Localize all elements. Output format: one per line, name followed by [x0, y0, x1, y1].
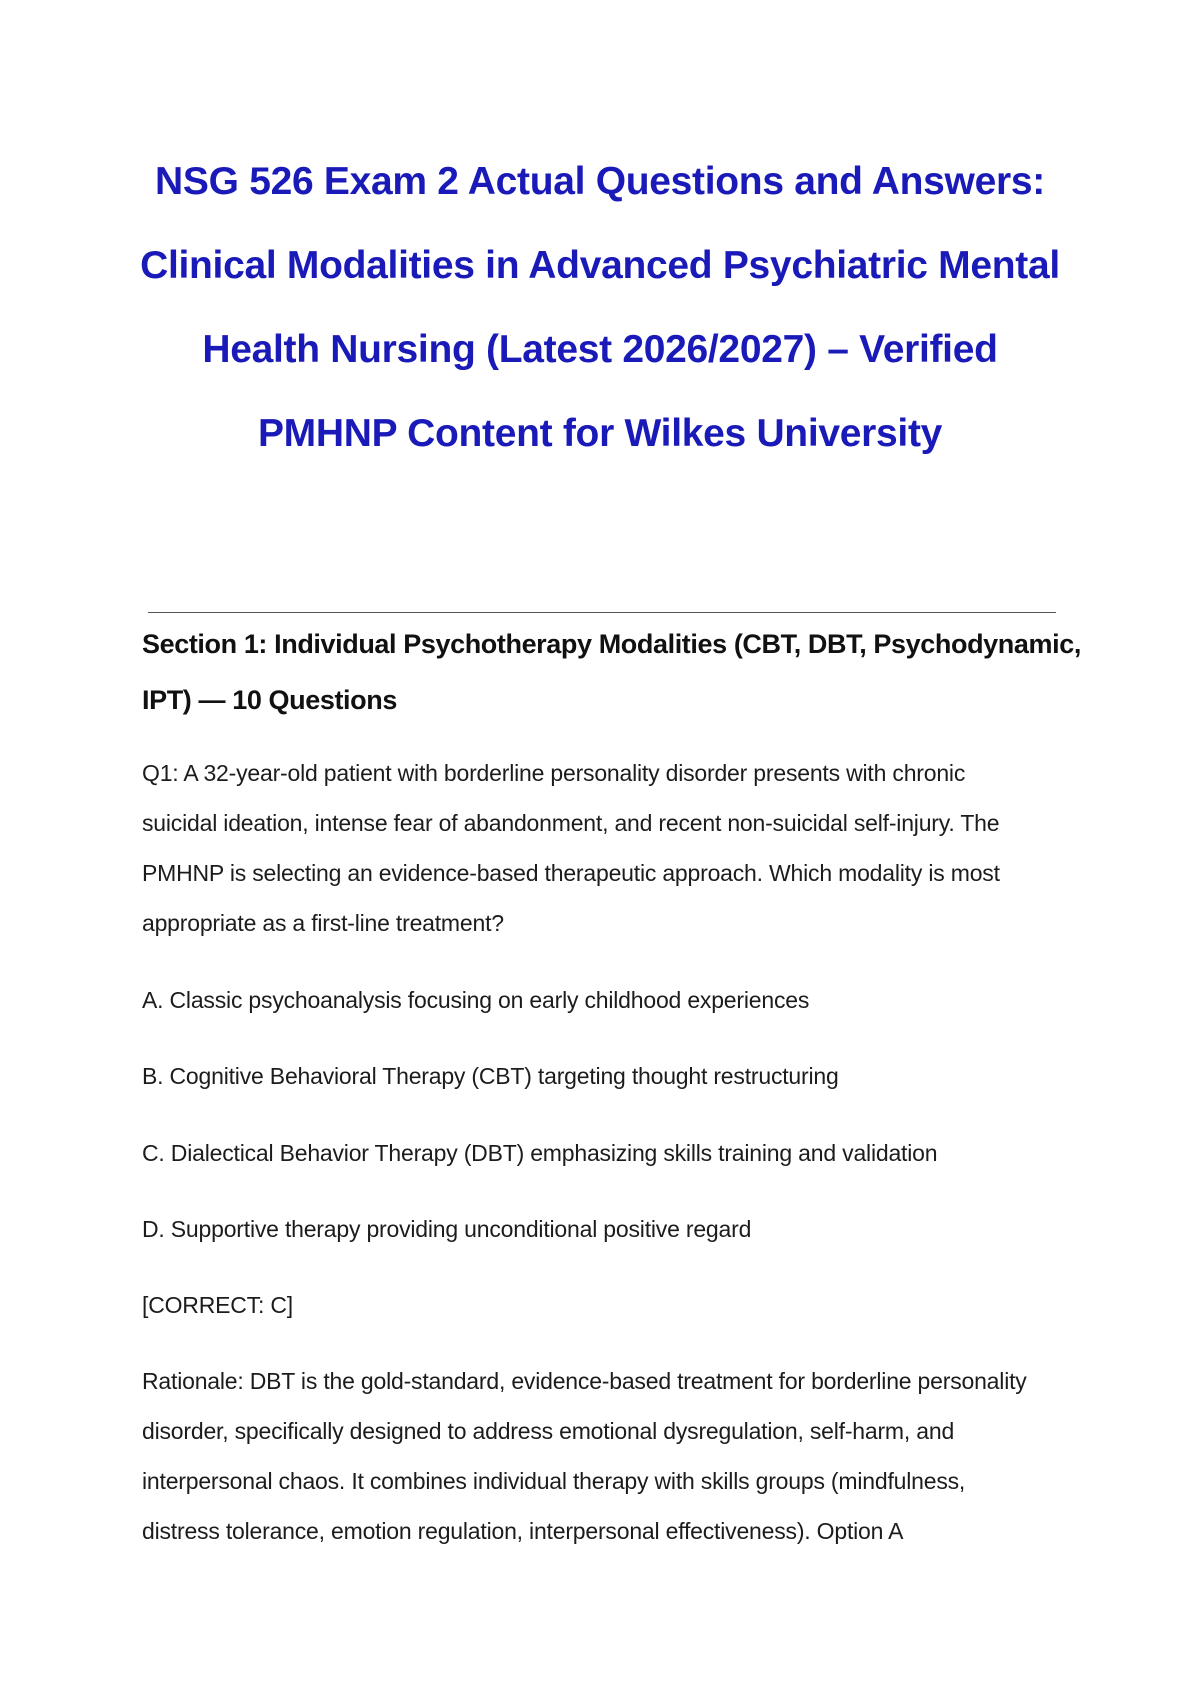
section-heading-line: IPT) — 10 Questions [142, 685, 397, 715]
answer-option-c: C. Dialectical Behavior Therapy (DBT) emphasizing skills training and validation [142, 1140, 938, 1166]
title-line: Clinical Modalities in Advanced Psychiatric Mental [140, 244, 1060, 287]
section-heading [142, 616, 1081, 728]
rationale [142, 1356, 1082, 1556]
rationale-line: Rationale: DBT is the gold-standard, evidence-based treatment for borderline personality [142, 1368, 1027, 1394]
document-title [130, 140, 1070, 476]
title-line: NSG 526 Exam 2 Actual Questions and Answers: [155, 160, 1045, 203]
correct-answer: [CORRECT: C] [142, 1292, 293, 1318]
title-line: Health Nursing (Latest 2026/2027) – Verified [202, 328, 998, 371]
question-stem [142, 748, 1082, 948]
answer-option-d: D. Supportive therapy providing unconditional positive regard [142, 1216, 752, 1242]
question-stem-line: PMHNP is selecting an evidence-based therapeutic approach. Which modality is most [142, 860, 1000, 886]
question-stem-line: Q1: A 32-year-old patient with borderline personality disorder presents with chronic [142, 760, 966, 786]
question-stem-line: suicidal ideation, intense fear of abandonment, and recent non-suicidal self-injury. The [142, 810, 1000, 836]
horizontal-divider [148, 612, 1056, 613]
title-line: PMHNP Content for Wilkes University [257, 412, 943, 455]
answer-option-b: B. Cognitive Behavioral Therapy (CBT) targeting thought restructuring [142, 1063, 839, 1089]
section-heading-line: Section 1: Individual Psychotherapy Modalities (CBT, DBT, Psychodynamic, [142, 629, 1081, 659]
rationale-line: interpersonal chaos. It combines individual therapy with skills groups (mindfulness, [142, 1468, 966, 1494]
answer-option-a: A. Classic psychoanalysis focusing on early childhood experiences [142, 987, 810, 1013]
rationale-line: distress tolerance, emotion regulation, interpersonal effectiveness). Option A [142, 1518, 904, 1544]
question-stem-line: appropriate as a first-line treatment? [142, 910, 504, 936]
rationale-line: disorder, specifically designed to address emotional dysregulation, self-harm, and [142, 1418, 955, 1444]
